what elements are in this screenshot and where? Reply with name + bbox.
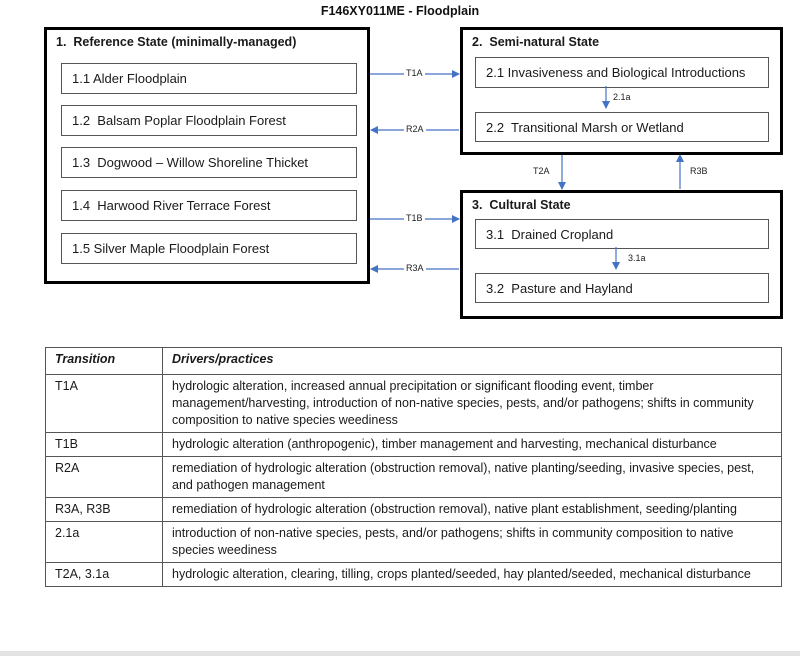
table-row <box>46 522 782 563</box>
header-transition: Transition <box>46 348 163 375</box>
cell-transition: R2A <box>46 457 163 498</box>
label-t1a: T1A <box>406 68 423 78</box>
table-row <box>46 433 782 457</box>
cell-drivers: remediation of hydrologic alteration (obstruction removal), native plant establishment, seeding/planting <box>163 498 782 522</box>
table-row <box>46 498 782 522</box>
state-title-cultural: 3. Cultural State <box>472 198 571 212</box>
cell-transition: 2.1a <box>46 522 163 563</box>
phase-2-2: 2.2 Transitional Marsh or Wetland <box>475 112 769 142</box>
phase-3-2: 3.2 Pasture and Hayland <box>475 273 769 303</box>
cell-drivers: introduction of non-native species, pests, and/or pathogens; shifts in community composition to native species weediness <box>163 522 782 563</box>
label-r3a: R3A <box>406 263 424 273</box>
label-r3b: R3B <box>690 166 708 176</box>
cell-drivers: hydrologic alteration, clearing, tilling, crops planted/seeded, hay planted/seeded, mechanical disturbance <box>163 563 782 587</box>
cell-transition: T2A, 3.1a <box>46 563 163 587</box>
table-row <box>46 563 782 587</box>
phase-1-4: 1.4 Harwood River Terrace Forest <box>61 190 357 221</box>
cell-transition: T1A <box>46 375 163 433</box>
cell-transition: R3A, R3B <box>46 498 163 522</box>
state-title-reference: 1. Reference State (minimally-managed) <box>56 35 297 49</box>
drivers-table <box>45 347 782 587</box>
phase-1-2: 1.2 Balsam Poplar Floodplain Forest <box>61 105 357 136</box>
table-header-row <box>46 348 782 375</box>
phase-3-1: 3.1 Drained Cropland <box>475 219 769 249</box>
phase-1-5: 1.5 Silver Maple Floodplain Forest <box>61 233 357 264</box>
label-t1b: T1B <box>406 213 423 223</box>
label-r2a: R2A <box>406 124 424 134</box>
header-drivers: Drivers/practices <box>163 348 782 375</box>
diagram-title: F146XY011ME - Floodplain <box>320 4 480 18</box>
state-title-semi-natural: 2. Semi-natural State <box>472 35 600 49</box>
table-row <box>46 375 782 433</box>
phase-1-1: 1.1 Alder Floodplain <box>61 63 357 94</box>
phase-1-3: 1.3 Dogwood – Willow Shoreline Thicket <box>61 147 357 178</box>
cell-drivers: hydrologic alteration, increased annual precipitation or significant flooding event, timber management/harvesting, introduction of non-native species, pests, and/or pathogens; shifts in community composition to native species weediness <box>163 375 782 433</box>
phase-2-1: 2.1 Invasiveness and Biological Introductions <box>475 57 769 88</box>
label-3-1a: 3.1a <box>628 253 646 263</box>
label-t2a: T2A <box>533 166 550 176</box>
bottom-divider <box>0 651 800 656</box>
cell-drivers: hydrologic alteration (anthropogenic), timber management and harvesting, mechanical disturbance <box>163 433 782 457</box>
cell-drivers: remediation of hydrologic alteration (obstruction removal), native planting/seeding, invasive species, pest, and pathogen management <box>163 457 782 498</box>
label-2-1a: 2.1a <box>613 92 631 102</box>
cell-transition: T1B <box>46 433 163 457</box>
table-row <box>46 457 782 498</box>
